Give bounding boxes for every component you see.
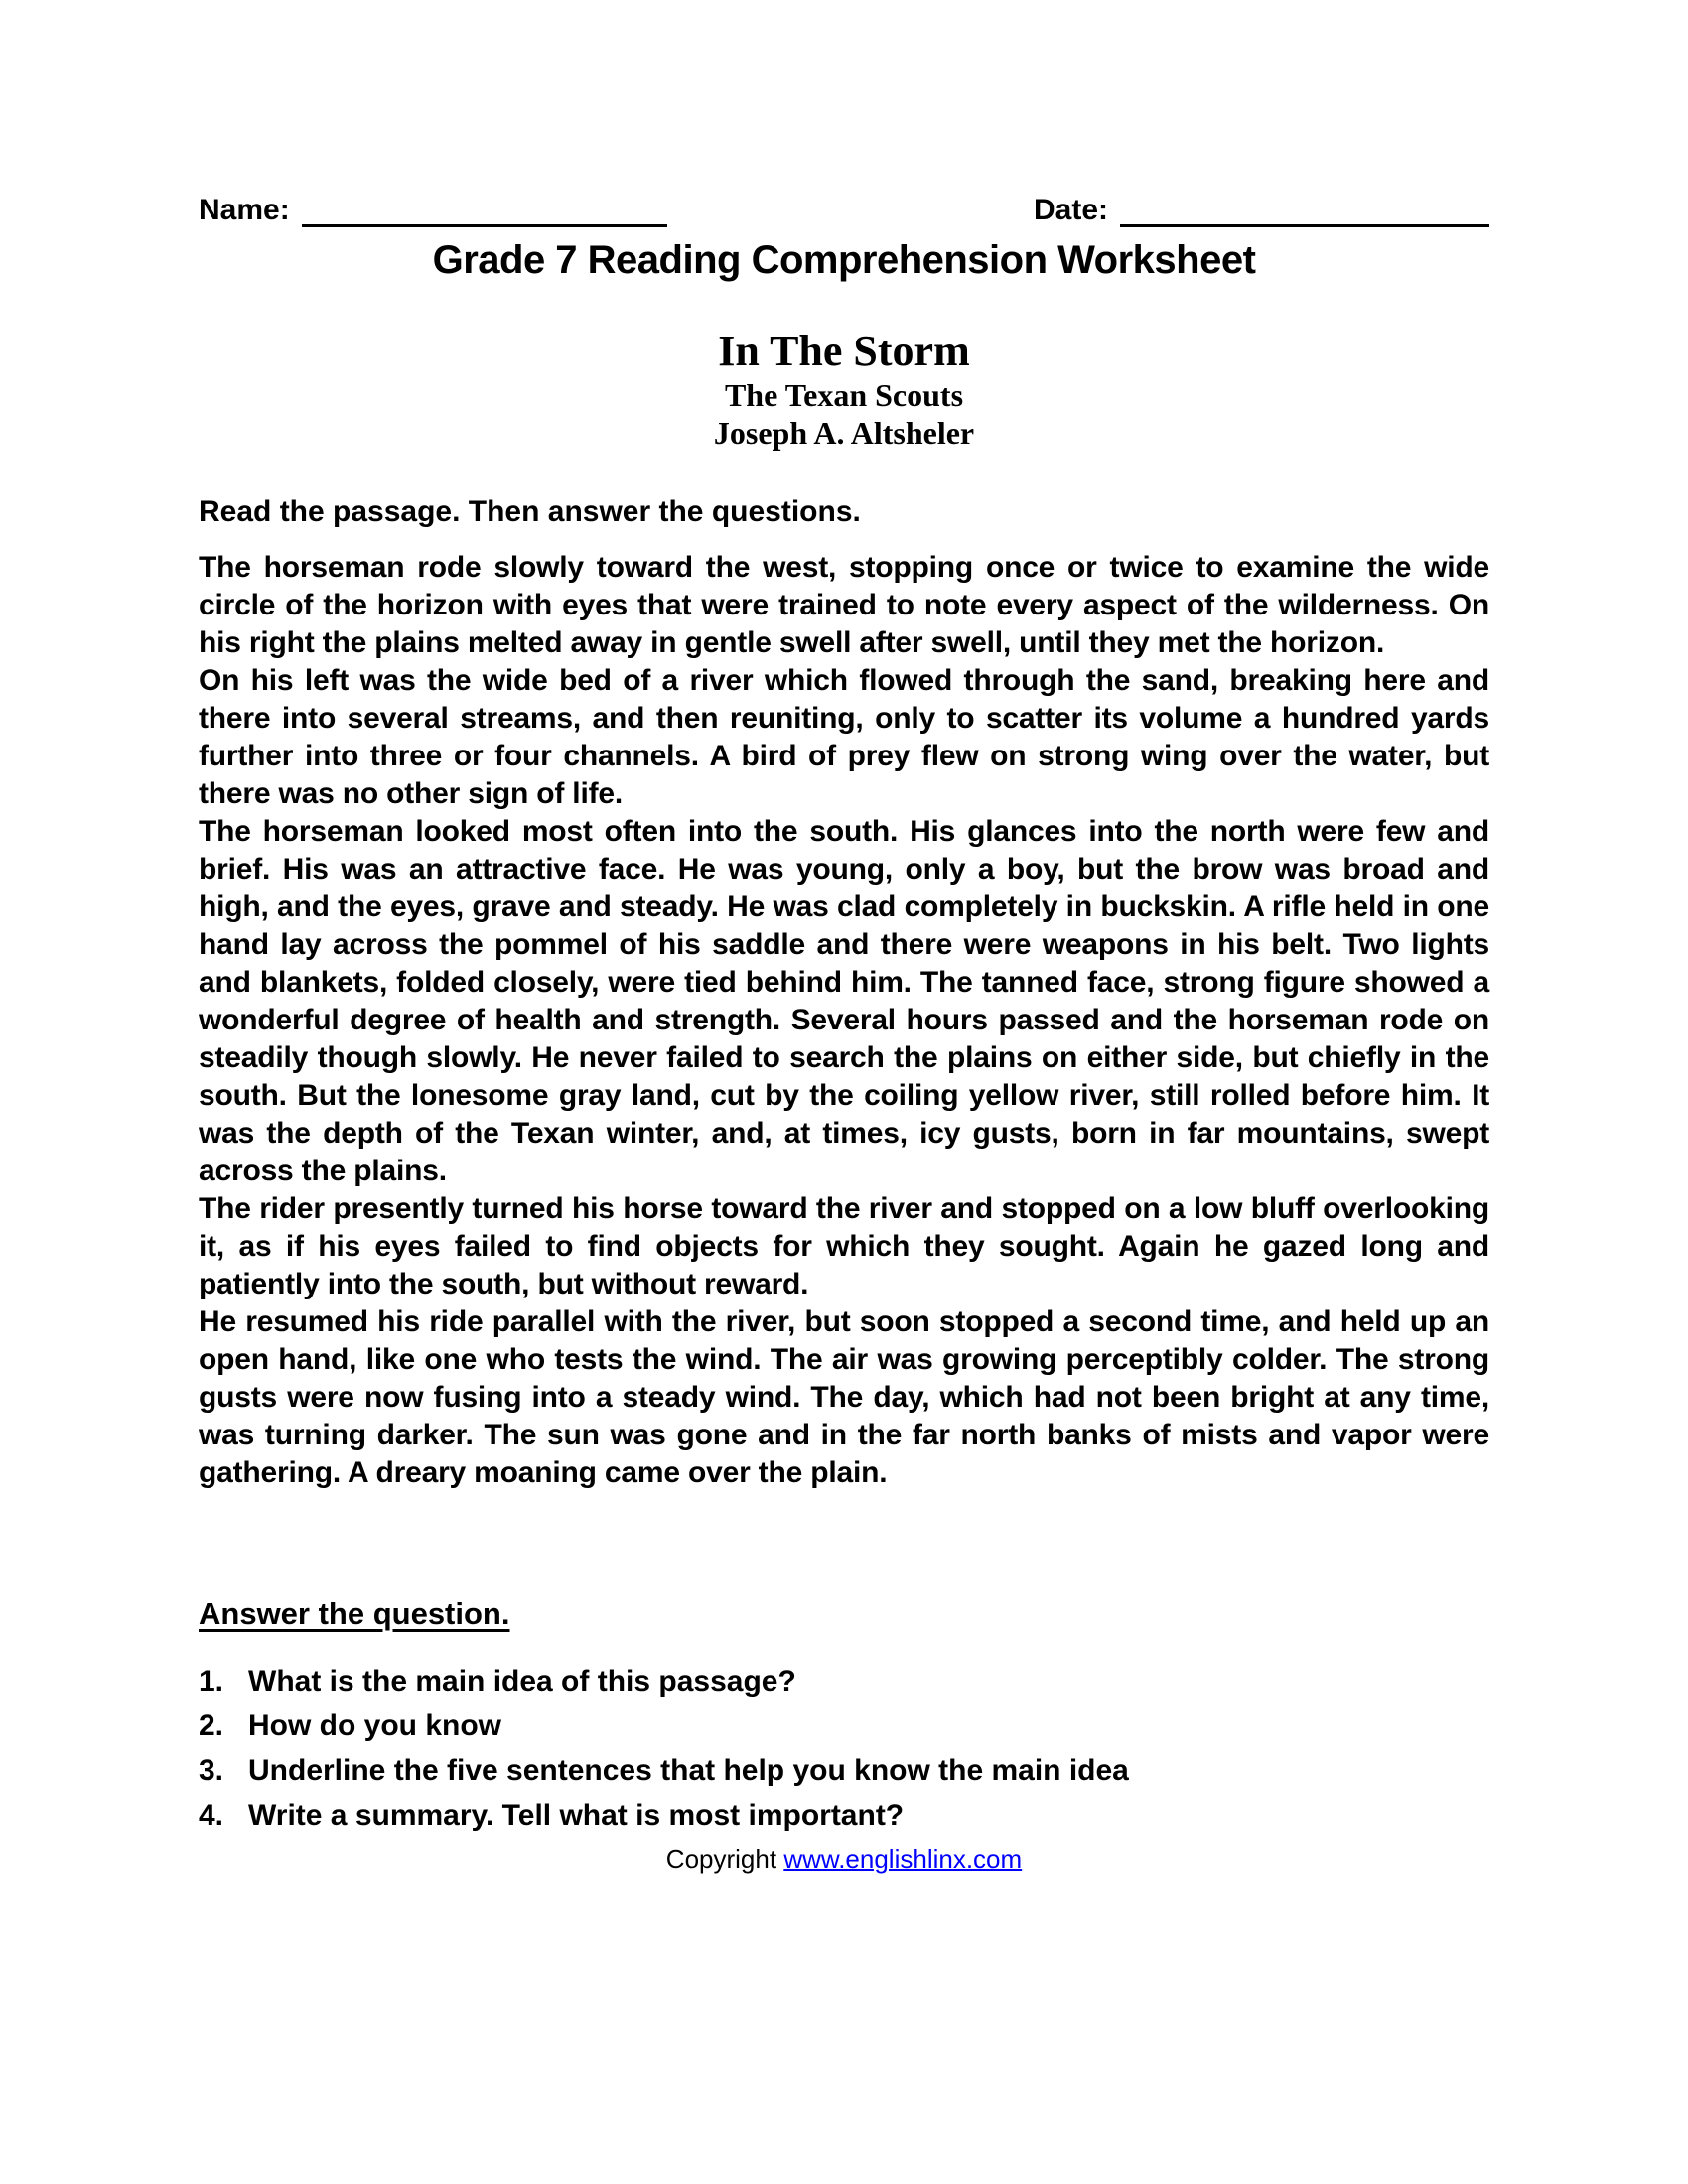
name-label: Name: — [199, 194, 290, 226]
date-label: Date: — [1033, 194, 1108, 226]
question-text: Underline the five sentences that help you know the main idea — [248, 1754, 1129, 1787]
passage-title: In The Storm — [718, 327, 970, 375]
name-blank-line — [302, 195, 667, 227]
question-text: What is the main idea of this passage? — [248, 1665, 796, 1698]
copyright-label: Copyright — [665, 1844, 777, 1874]
question-number: 1. — [199, 1665, 224, 1698]
question-number: 2. — [199, 1709, 224, 1742]
passage-source: The Texan Scouts — [724, 377, 964, 413]
question-item-1 — [199, 1659, 1489, 1704]
question-number: 4. — [199, 1799, 224, 1832]
question-item-2 — [199, 1704, 1489, 1748]
passage-paragraph-5: He resumed his ride parallel with the river, but soon stopped a second time, and held up an open hand, like one who tests the wind. The air was growing perceptibly colder. The strong gusts were now fusing into a steady wind. The day, which had not been bright at any time, was turning darker. The sun was gone and in the far north banks of mists and vapor were gathering. A dreary moaning came over the plain. — [199, 1305, 1489, 1489]
question-number: 3. — [199, 1754, 224, 1787]
worksheet-title: Grade 7 Reading Comprehension Worksheet — [432, 238, 1256, 282]
worksheet-content — [199, 0, 1489, 1875]
question-text: How do you know — [248, 1709, 501, 1742]
passage-author: Joseph A. Altsheler — [713, 415, 975, 451]
passage-text — [199, 549, 1489, 1492]
question-item-4 — [199, 1793, 1489, 1838]
question-item-3 — [199, 1748, 1489, 1793]
footer — [199, 1843, 1489, 1875]
question-text: Write a summary. Tell what is most important? — [248, 1799, 905, 1832]
copyright-link[interactable]: www.englishlinx.com — [783, 1844, 1023, 1874]
name-field — [199, 194, 667, 227]
passage-header — [199, 327, 1489, 452]
answer-section-heading: Answer the question. — [199, 1596, 510, 1631]
question-list — [199, 1659, 1489, 1838]
date-field — [1034, 194, 1489, 227]
passage-paragraph-3: The horseman looked most often into the south. His glances into the north were few and brief. His was an attractive face. He was young, only a boy, but the brow was broad and high, and the eyes, grave and steady. He was clad completely in buckskin. A rifle held in one hand lay across the pommel of his saddle and there were weapons in his belt. Two lights and blankets, folded closely, were tied behind him. The tanned face, strong figure showed a wonderful degree of health and strength. Several hours passed and the horseman rode on steadily though slowly. He never failed to search the plains on either side, but chiefly in the south. But the lonesome gray land, cut by the coiling yellow river, still rolled before him. It was the depth of the Texan winter, and, at times, icy gusts, born in far mountains, swept across the plains. — [199, 815, 1489, 1187]
passage-paragraph-2: On his left was the wide bed of a river which flowed through the sand, breaking here and there into several streams, and then reuniting, only to scatter its volume a hundred yards further into three or four channels. A bird of prey flew on strong wing over the water, but there was no other sign of life. — [199, 664, 1489, 810]
passage-paragraph-1: The horseman rode slowly toward the west, stopping once or twice to examine the wide circle of the horizon with eyes that were trained to note every aspect of the wilderness. On his right the plains melted away in gentle swell after swell, until they met the horizon. — [199, 551, 1489, 659]
name-date-row — [199, 194, 1489, 227]
date-blank-line — [1120, 195, 1489, 227]
passage-paragraph-4: The rider presently turned his horse toward the river and stopped on a low bluff overlooking it, as if his eyes failed to find objects for which they sought. Again he gazed long and patiently into the south, but without reward. — [199, 1192, 1489, 1300]
passage-instructions: Read the passage. Then answer the questions. — [199, 495, 861, 528]
